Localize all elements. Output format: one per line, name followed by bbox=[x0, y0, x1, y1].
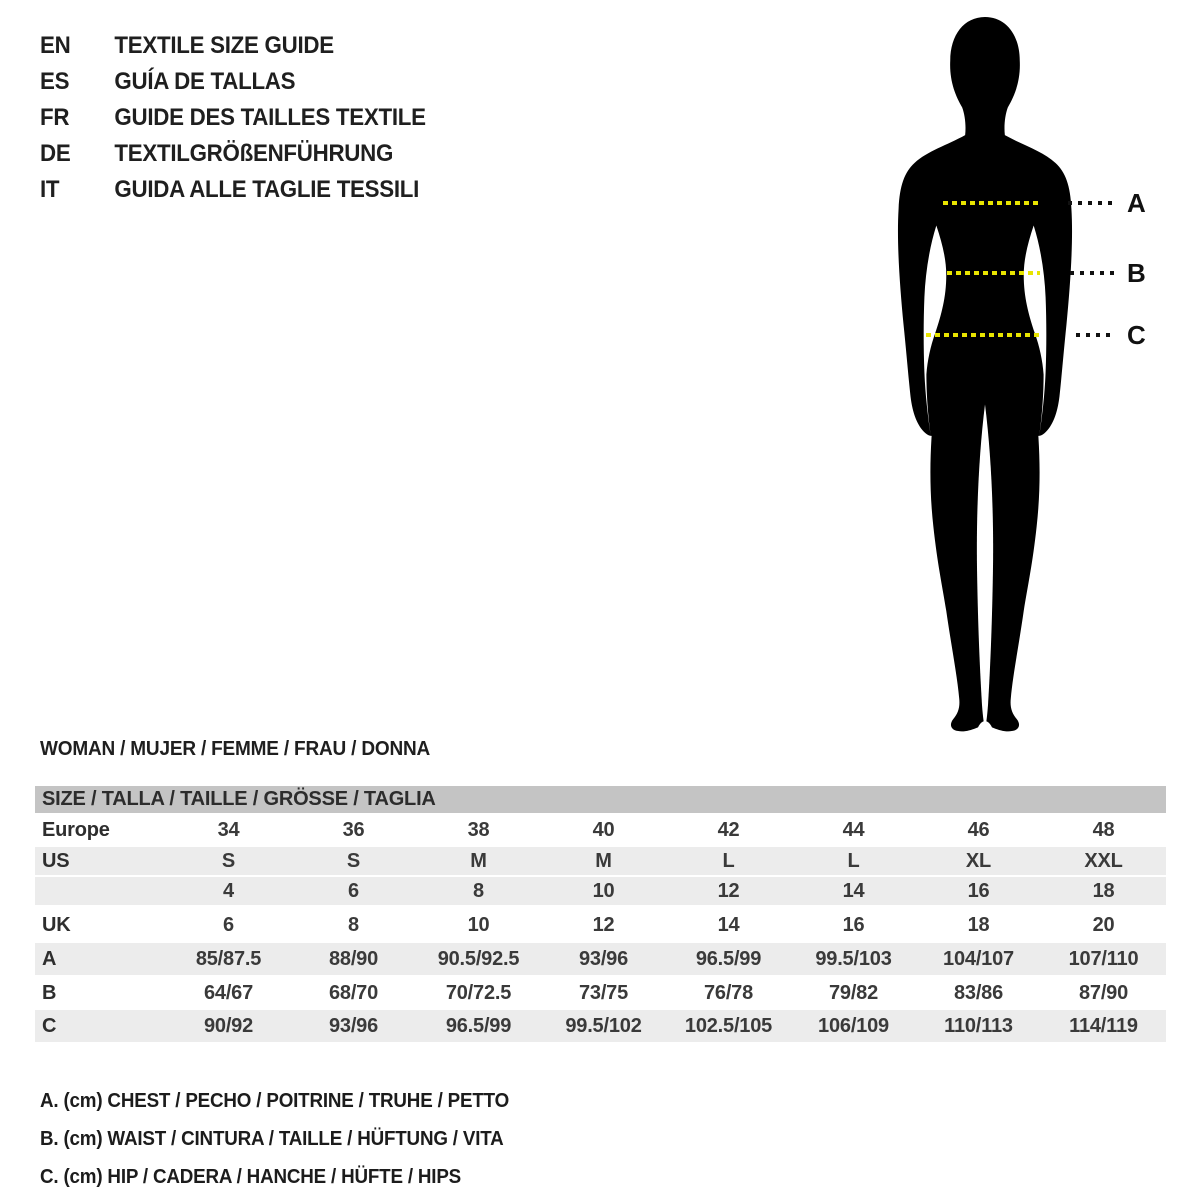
table-row bbox=[35, 977, 1166, 1010]
table-row bbox=[35, 877, 1166, 907]
row-label: Europe bbox=[42, 818, 110, 841]
size-cell: 8 bbox=[416, 877, 541, 907]
size-cell: 110/113 bbox=[916, 1010, 1041, 1044]
size-cell: 44 bbox=[842, 818, 865, 841]
size-cell: 96.5/99 bbox=[416, 1010, 541, 1044]
language-code: FR bbox=[40, 104, 70, 131]
size-cell: XXL bbox=[1041, 847, 1166, 877]
size-cell: 42 bbox=[717, 818, 740, 841]
table-row bbox=[35, 907, 1166, 943]
guide-title: GUÍA DE TALLAS bbox=[114, 68, 296, 95]
chest-connector-line bbox=[1068, 201, 1115, 205]
legend-line: B. (cm) WAIST / CINTURA / TAILLE / HÜFTUNG / VITA bbox=[40, 1127, 504, 1150]
waist-connector-line bbox=[1070, 271, 1115, 275]
measurement-label-c: C bbox=[1127, 320, 1146, 350]
section-title: WOMAN / MUJER / FEMME / FRAU / DONNA bbox=[40, 738, 431, 760]
size-cell: 18 bbox=[967, 913, 990, 936]
size-cell: 102.5/105 bbox=[666, 1010, 791, 1044]
size-cell: 20 bbox=[1092, 913, 1115, 936]
size-cell: 79/82 bbox=[828, 982, 879, 1004]
size-cell: 16 bbox=[916, 877, 1041, 907]
language-row bbox=[40, 136, 426, 172]
guide-title: TEXTILGRÖßENFÜHRUNG bbox=[114, 140, 394, 167]
table-row bbox=[35, 943, 1166, 977]
language-code: EN bbox=[40, 32, 71, 59]
woman-silhouette-figure bbox=[865, 15, 1105, 740]
measurement-legend bbox=[40, 1082, 509, 1196]
chest-dashed-line bbox=[943, 201, 1040, 205]
size-cell: 12 bbox=[592, 913, 615, 936]
language-code: ES bbox=[40, 68, 70, 95]
hip-dashed-line bbox=[926, 333, 1043, 337]
size-cell: 10 bbox=[467, 913, 490, 936]
row-label: UK bbox=[42, 913, 71, 936]
size-cell: M bbox=[541, 847, 666, 877]
size-cell: 8 bbox=[348, 913, 359, 936]
size-cell: 96.5/99 bbox=[666, 943, 791, 977]
row-label: C bbox=[35, 1010, 166, 1044]
size-table bbox=[35, 786, 1166, 1044]
size-cell: L bbox=[666, 847, 791, 877]
legend-line: A. (cm) CHEST / PECHO / POITRINE / TRUHE / PETTO bbox=[40, 1089, 510, 1112]
size-cell: 12 bbox=[666, 877, 791, 907]
size-cell: 70/72.5 bbox=[445, 982, 512, 1004]
size-table-header: SIZE / TALLA / TAILLE / GRÖSSE / TAGLIA bbox=[35, 786, 1166, 813]
size-cell: 83/86 bbox=[953, 982, 1004, 1004]
measurement-label-b: B bbox=[1127, 258, 1146, 288]
size-cell: 106/109 bbox=[791, 1010, 916, 1044]
guide-title: GUIDA ALLE TAGLIE TESSILI bbox=[114, 176, 420, 203]
size-cell: 104/107 bbox=[916, 943, 1041, 977]
size-cell: 38 bbox=[467, 818, 490, 841]
size-cell: 114/119 bbox=[1041, 1010, 1166, 1044]
size-cell: 4 bbox=[166, 877, 291, 907]
size-cell: 107/110 bbox=[1041, 943, 1166, 977]
size-cell: 73/75 bbox=[578, 982, 629, 1004]
table-row bbox=[35, 813, 1166, 847]
row-label: US bbox=[35, 847, 166, 877]
size-cell: 14 bbox=[791, 877, 916, 907]
row-label: A bbox=[35, 943, 166, 977]
size-cell: 36 bbox=[342, 818, 365, 841]
guide-title: GUIDE DES TAILLES TEXTILE bbox=[114, 104, 426, 131]
size-cell: 46 bbox=[967, 818, 990, 841]
size-cell: 87/90 bbox=[1078, 982, 1129, 1004]
language-row bbox=[40, 28, 426, 64]
size-cell: 6 bbox=[223, 913, 234, 936]
size-cell: 16 bbox=[842, 913, 865, 936]
size-cell: 48 bbox=[1092, 818, 1115, 841]
size-cell: 34 bbox=[217, 818, 240, 841]
language-code: DE bbox=[40, 140, 71, 167]
size-cell: 18 bbox=[1041, 877, 1166, 907]
table-row bbox=[35, 1010, 1166, 1044]
language-row bbox=[40, 100, 426, 136]
row-label: B bbox=[42, 982, 57, 1004]
guide-title: TEXTILE SIZE GUIDE bbox=[114, 32, 334, 59]
size-cell: 88/90 bbox=[291, 943, 416, 977]
language-row bbox=[40, 172, 426, 208]
row-label bbox=[35, 877, 166, 907]
size-cell: 76/78 bbox=[703, 982, 754, 1004]
size-cell: 90/92 bbox=[166, 1010, 291, 1044]
size-cell: 99.5/103 bbox=[791, 943, 916, 977]
waist-dashed-line bbox=[947, 271, 1040, 275]
size-cell: 85/87.5 bbox=[166, 943, 291, 977]
size-cell: 68/70 bbox=[328, 982, 379, 1004]
size-cell: 99.5/102 bbox=[541, 1010, 666, 1044]
language-row bbox=[40, 64, 426, 100]
language-title-list bbox=[40, 28, 426, 208]
woman-silhouette-image bbox=[865, 15, 1105, 740]
measurement-label-a: A bbox=[1127, 188, 1146, 218]
size-cell: 40 bbox=[592, 818, 615, 841]
language-code: IT bbox=[40, 176, 60, 203]
size-cell: 10 bbox=[541, 877, 666, 907]
size-cell: M bbox=[416, 847, 541, 877]
size-cell: 6 bbox=[291, 877, 416, 907]
size-cell: L bbox=[791, 847, 916, 877]
size-cell: S bbox=[291, 847, 416, 877]
size-table-body bbox=[35, 813, 1166, 1044]
legend-line: C. (cm) HIP / CADERA / HANCHE / HÜFTE / HIPS bbox=[40, 1165, 462, 1188]
size-cell: 93/96 bbox=[541, 943, 666, 977]
size-cell: XL bbox=[916, 847, 1041, 877]
size-cell: 14 bbox=[717, 913, 740, 936]
hip-connector-line bbox=[1076, 333, 1116, 337]
table-row bbox=[35, 847, 1166, 877]
size-cell: 90.5/92.5 bbox=[416, 943, 541, 977]
size-cell: S bbox=[166, 847, 291, 877]
size-cell: 93/96 bbox=[291, 1010, 416, 1044]
size-cell: 64/67 bbox=[203, 982, 254, 1004]
